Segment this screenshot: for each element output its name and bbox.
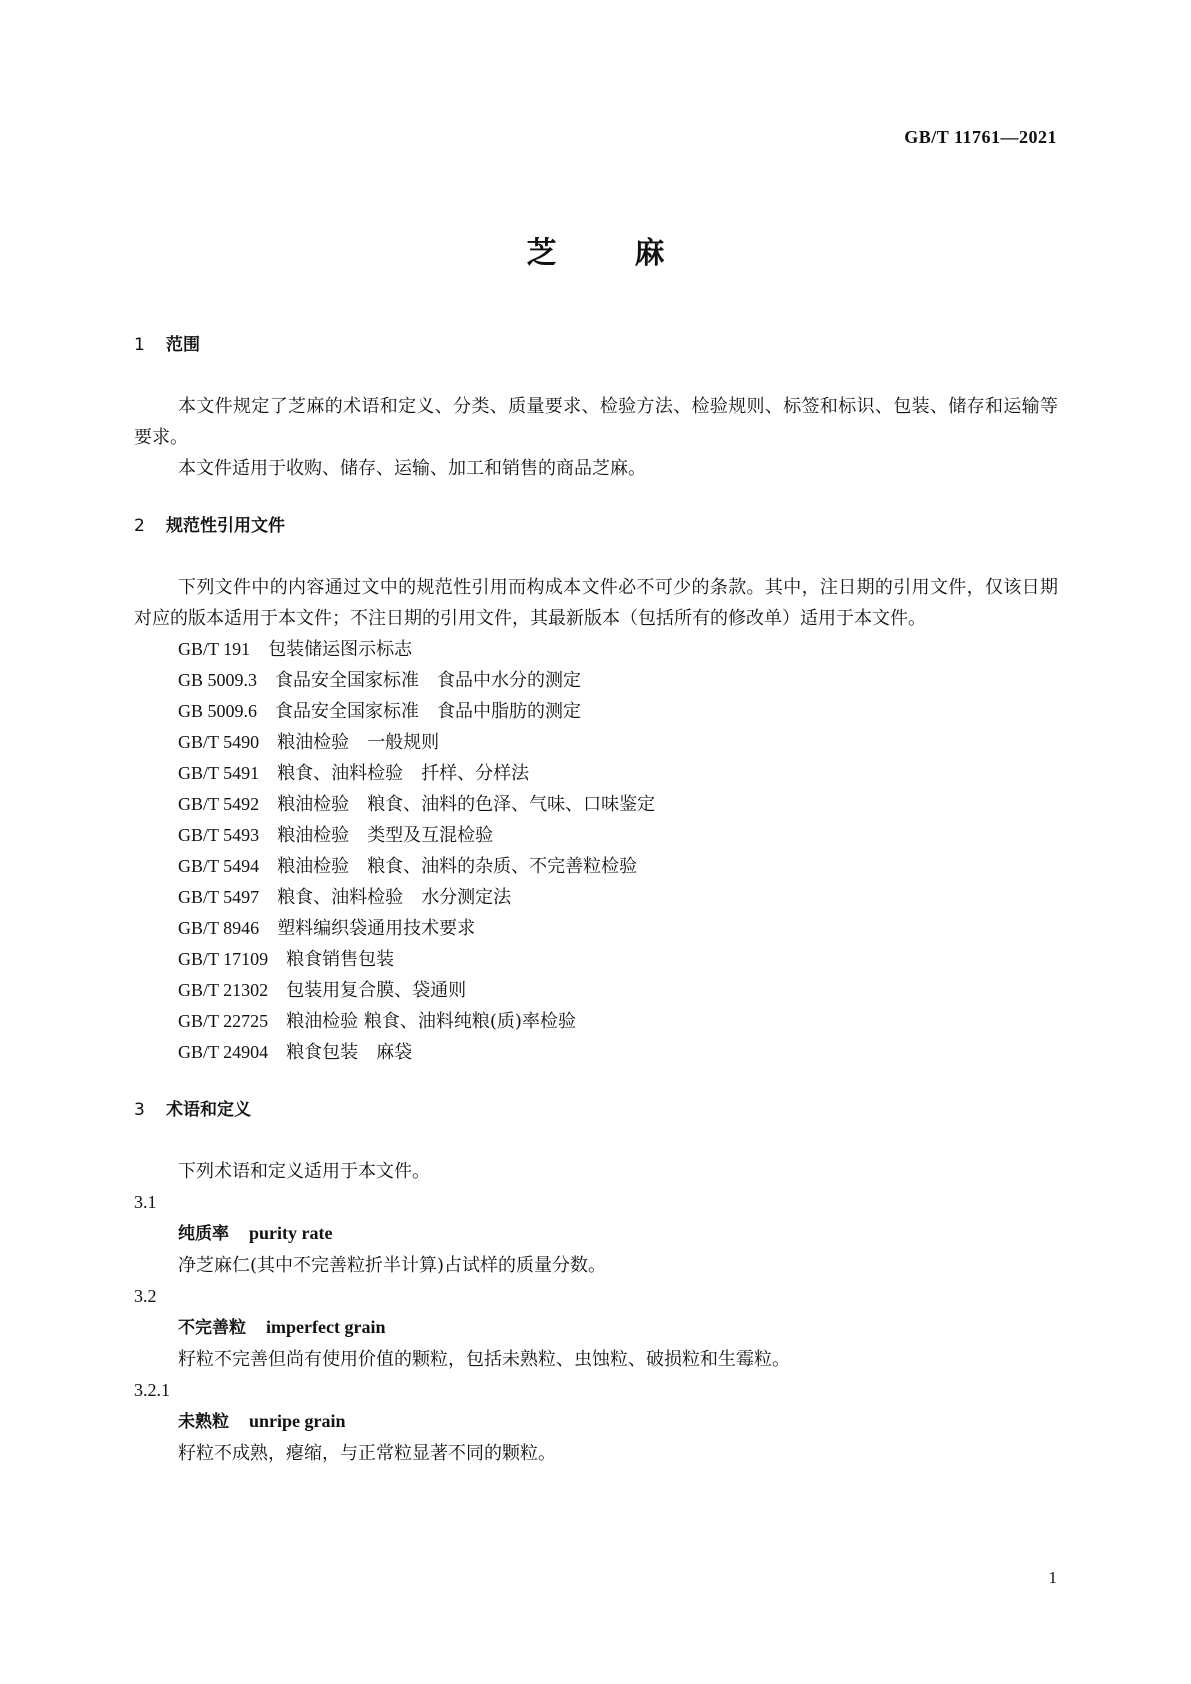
reference-code: GB/T 5490 xyxy=(178,732,260,752)
reference-code: GB/T 5493 xyxy=(178,825,260,845)
terms-intro: 下列术语和定义适用于本文件。 xyxy=(178,1161,430,1182)
reference-title: 粮油检验 粮食、油料纯粮(质)率检验 xyxy=(286,1011,576,1032)
reference-subtitle: 类型及互混检验 xyxy=(367,825,494,846)
section-title: 术语和定义 xyxy=(166,1100,251,1120)
reference-title: 粮油检验 xyxy=(277,794,350,815)
reference-subtitle: 食品中脂肪的测定 xyxy=(437,701,582,722)
term-zh: 不完善粒 xyxy=(178,1318,246,1338)
reference-item xyxy=(134,727,1058,758)
reference-item xyxy=(134,882,1058,913)
reference-code: GB/T 5497 xyxy=(178,887,260,907)
reference-item xyxy=(134,634,1058,665)
reference-title: 粮食销售包装 xyxy=(286,949,395,970)
reference-code: GB/T 191 xyxy=(178,639,251,659)
reference-code: GB 5009.6 xyxy=(178,701,258,721)
reference-item xyxy=(134,820,1058,851)
term-entry xyxy=(134,1312,1058,1344)
reference-subtitle: 麻袋 xyxy=(376,1042,413,1063)
term-entry xyxy=(134,1218,1058,1250)
reference-item xyxy=(134,789,1058,820)
reference-item xyxy=(134,975,1058,1006)
page-number: 1 xyxy=(1048,1568,1057,1587)
reference-code: GB 5009.3 xyxy=(178,670,258,690)
term-zh: 未熟粒 xyxy=(178,1412,229,1432)
reference-title: 包装用复合膜、袋通则 xyxy=(286,980,467,1001)
reference-item xyxy=(134,913,1058,944)
reference-subtitle: 粮食、油料的杂质、不完善粒检验 xyxy=(367,856,638,877)
term-list xyxy=(134,1187,1058,1469)
section-1-heading xyxy=(134,330,1058,361)
reference-code: GB/T 22725 xyxy=(178,1011,269,1031)
reference-item xyxy=(134,758,1058,789)
reference-title: 粮食、油料检验 xyxy=(277,763,404,784)
reference-subtitle: 食品中水分的测定 xyxy=(437,670,582,691)
section-title: 范围 xyxy=(166,335,200,355)
term-definition: 净芝麻仁(其中不完善粒折半计算)占试样的质量分数。 xyxy=(178,1255,607,1276)
term-number: 3.2 xyxy=(134,1286,157,1306)
reference-code: GB/T 8946 xyxy=(178,918,260,938)
reference-item xyxy=(134,665,1058,696)
document-body xyxy=(134,330,1058,1469)
reference-title: 粮油检验 xyxy=(277,856,350,877)
reference-item xyxy=(134,1006,1058,1037)
reference-item xyxy=(134,1037,1058,1068)
reference-title: 食品安全国家标准 xyxy=(275,670,420,691)
reference-item xyxy=(134,851,1058,882)
section-2-heading xyxy=(134,511,1058,542)
reference-title: 粮食、油料检验 xyxy=(277,887,404,908)
section-title: 规范性引用文件 xyxy=(166,516,285,536)
reference-list xyxy=(134,634,1058,1068)
term-entry xyxy=(134,1406,1058,1438)
reference-title: 粮油检验 xyxy=(277,825,350,846)
document-title: 芝麻 xyxy=(526,236,743,271)
reference-subtitle: 扦样、分样法 xyxy=(421,763,530,784)
reference-code: GB/T 5492 xyxy=(178,794,260,814)
section-number: 1 xyxy=(134,335,145,355)
reference-code: GB/T 5491 xyxy=(178,763,260,783)
reference-item xyxy=(134,696,1058,727)
term-en: purity rate xyxy=(249,1223,333,1243)
reference-code: GB/T 5494 xyxy=(178,856,260,876)
term-number: 3.2.1 xyxy=(134,1380,170,1400)
term-en: unripe grain xyxy=(249,1411,346,1431)
section-number: 2 xyxy=(134,516,145,536)
scope-paragraph-1: 本文件规定了芝麻的术语和定义、分类、质量要求、检验方法、检验规则、标签和标识、包装、储存和运输等要求。 xyxy=(134,396,1058,448)
standard-code: GB/T 11761—2021 xyxy=(904,127,1057,147)
reference-title: 塑料编织袋通用技术要求 xyxy=(277,918,476,939)
reference-code: GB/T 17109 xyxy=(178,949,269,969)
references-intro: 下列文件中的内容通过文中的规范性引用而构成本文件必不可少的条款。其中，注日期的引用文件，仅该日期对应的版本适用于本文件；不注日期的引用文件，其最新版本（包括所有的修改单）适用于本文件。 xyxy=(134,577,1058,629)
reference-code: GB/T 21302 xyxy=(178,980,269,1000)
section-number: 3 xyxy=(134,1100,145,1120)
reference-title: 包装储运图示标志 xyxy=(268,639,413,660)
reference-title: 食品安全国家标准 xyxy=(275,701,420,722)
reference-subtitle: 水分测定法 xyxy=(421,887,512,908)
term-definition: 籽粒不完善但尚有使用价值的颗粒，包括未熟粒、虫蚀粒、破损粒和生霉粒。 xyxy=(178,1349,790,1370)
reference-subtitle: 一般规则 xyxy=(367,732,440,753)
reference-subtitle: 粮食、油料的色泽、气味、口味鉴定 xyxy=(367,794,656,815)
term-zh: 纯质率 xyxy=(178,1224,229,1244)
reference-title: 粮食包装 xyxy=(286,1042,359,1063)
term-definition: 籽粒不成熟，瘪缩，与正常粒显著不同的颗粒。 xyxy=(178,1443,556,1464)
term-en: imperfect grain xyxy=(266,1317,386,1337)
scope-paragraph-2: 本文件适用于收购、储存、运输、加工和销售的商品芝麻。 xyxy=(178,458,646,479)
reference-title: 粮油检验 xyxy=(277,732,350,753)
reference-code: GB/T 24904 xyxy=(178,1042,269,1062)
term-number: 3.1 xyxy=(134,1192,157,1212)
reference-item xyxy=(134,944,1058,975)
section-3-heading xyxy=(134,1095,1058,1126)
